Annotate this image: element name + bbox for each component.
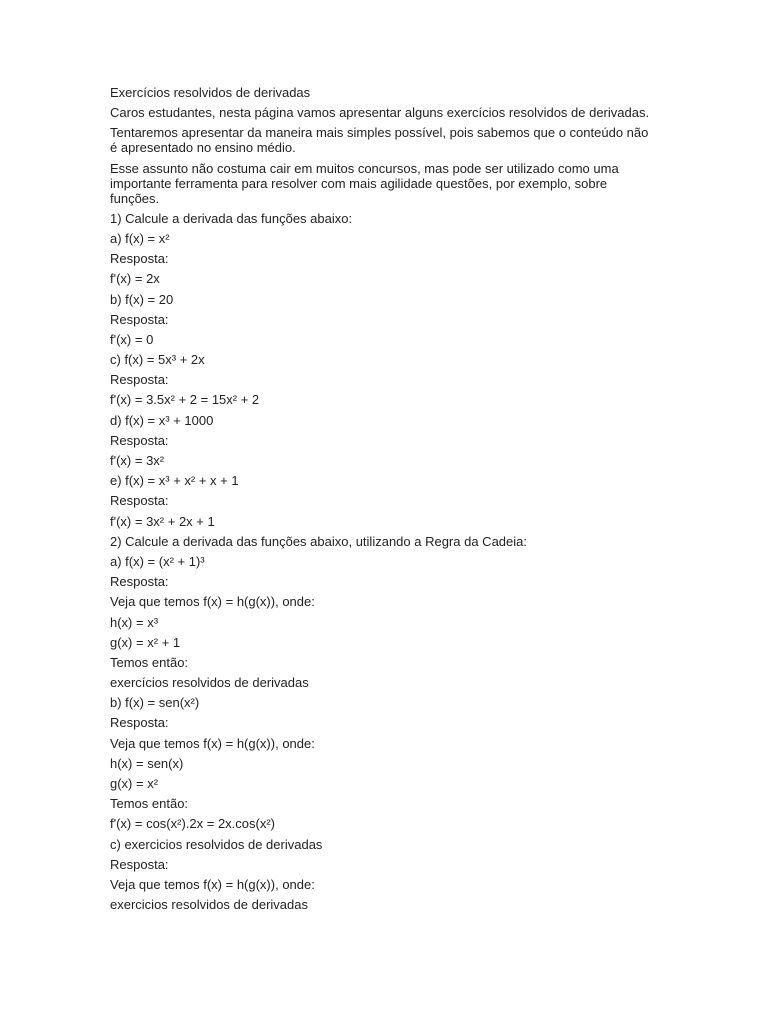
answer-label: Resposta:: [110, 715, 169, 731]
answer-label: Resposta:: [110, 574, 169, 590]
answer-label: Resposta:: [110, 372, 169, 388]
document-page: [110, 85, 650, 917]
answer-text: h(x) = sen(x): [110, 755, 184, 771]
exercise-heading: 2) Calcule a derivada das funções abaixo, utilizando a Regra da Cadeia:: [110, 533, 527, 549]
exercise-item: e) f(x) = x³ + x² + x + 1: [110, 473, 239, 489]
answer-label: Resposta:: [110, 493, 169, 509]
answer-text: f'(x) = 2x: [110, 271, 160, 287]
exercise-heading: 1) Calcule a derivada das funções abaixo:: [110, 210, 353, 226]
answer-label: Resposta:: [110, 856, 169, 872]
answer-text: Veja que temos f(x) = h(g(x)), onde:: [110, 594, 315, 610]
image-placeholder-text: exercicios resolvidos de derivadas: [110, 897, 308, 913]
answer-label: Resposta:: [110, 311, 169, 327]
intro-paragraph: Esse assunto não costuma cair em muitos concursos, mas pode ser utilizado como uma importante ferramenta para resolver com mais agilidade questões, por exemplo, sobre funções.: [110, 160, 619, 206]
exercise-item: d) f(x) = x³ + 1000: [110, 412, 214, 428]
exercise-item: b) f(x) = 20: [110, 291, 174, 307]
answer-text: f'(x) = 3.5x² + 2 = 15x² + 2: [110, 392, 260, 408]
exercise-item: c) f(x) = 5x³ + 2x: [110, 352, 205, 368]
answer-text: f'(x) = 0: [110, 331, 154, 347]
exercise-item: c) exercicios resolvidos de derivadas: [110, 836, 323, 852]
exercise-item: b) f(x) = sen(x²): [110, 695, 200, 711]
answer-text: g(x) = x²: [110, 776, 159, 791]
answer-label: Resposta:: [110, 432, 169, 448]
answer-text: Temos então:: [110, 654, 189, 670]
answer-text: Veja que temos f(x) = h(g(x)), onde:: [110, 735, 315, 751]
answer-text: f'(x) = 3x²: [110, 453, 165, 468]
answer-label: Resposta:: [110, 251, 169, 267]
image-placeholder-text: exercícios resolvidos de derivadas: [110, 675, 309, 691]
answer-text: Temos então:: [110, 796, 189, 812]
intro-paragraph: Tentaremos apresentar da maneira mais simples possível, pois sabemos que o conteúdo não é apresentado no ensino médio.: [110, 125, 649, 156]
document-title: Exercícios resolvidos de derivadas: [110, 85, 311, 100]
answer-text: Veja que temos f(x) = h(g(x)), onde:: [110, 876, 315, 892]
answer-text: f'(x) = cos(x²).2x = 2x.cos(x²): [110, 816, 276, 832]
answer-text: f'(x) = 3x² + 2x + 1: [110, 513, 215, 529]
answer-text: h(x) = x³: [110, 614, 159, 630]
answer-text: g(x) = x² + 1: [110, 634, 181, 650]
intro-paragraph: Caros estudantes, nesta página vamos apresentar alguns exercícios resolvidos de derivadas.: [110, 105, 650, 121]
exercise-item: a) f(x) = x²: [110, 230, 170, 246]
exercise-item: a) f(x) = (x² + 1)³: [110, 553, 205, 569]
